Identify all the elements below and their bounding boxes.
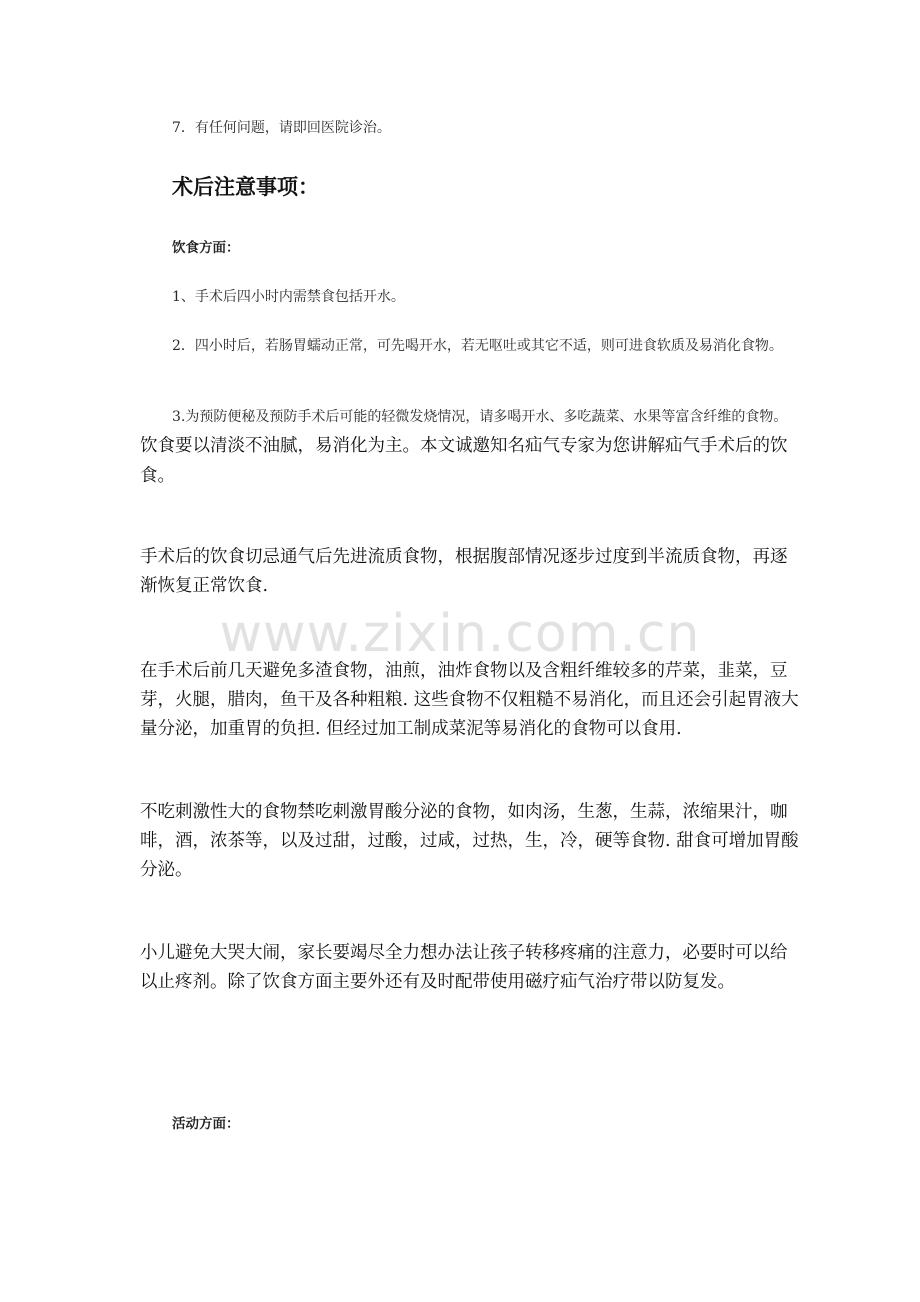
diet-heading: 饮食方面：	[172, 240, 240, 256]
list-item-7: 7．有任何问题，请即回医院诊治。	[172, 120, 391, 136]
paragraph-liquid-diet: 手术后的饮食切忌通气后先进流质食物，根据腹部情况逐步过度到半流质食物，再逐渐恢复正常饮食.	[140, 547, 788, 596]
watermark: www.zixin.com.cn	[219, 604, 701, 664]
diet-item-1: 1、手术后四小时内需禁食包括开水。	[172, 289, 405, 305]
activity-heading: 活动方面：	[172, 1116, 240, 1132]
diet-item-3-large-text: 饮食要以清淡不油腻，易消化为主。本文诚邀知名疝气专家为您讲解疝气手术后的饮食。	[140, 436, 788, 486]
section-title: 术后注意事项：	[172, 175, 319, 199]
paragraph-children: 小儿避免大哭大闹，家长要竭尽全力想办法让孩子转移疼痛的注意力，必要时可以给以止疼剂。除了饮食方面主要外还有及时配带使用磁疗疝气治疗带以防复发。	[140, 943, 788, 992]
paragraph-avoid-foods: 在手术后前几天避免多渣食物，油煎，油炸食物以及含粗纤维较多的芹菜，韭菜，豆芽，火腿，腊肉，鱼干及各种粗粮. 这些食物不仅粗糙不易消化，而且还会引起胃液大量分泌，加重胃的负担. 但经过加工制成菜泥等易消化的食物可以食用.	[140, 661, 799, 739]
diet-item-3-small-text: 3.为预防便秘及预防手术后可能的轻微发烧情况，请多喝开水、多吃蔬菜、水果等富含纤维的食物。	[172, 409, 788, 425]
diet-item-3	[140, 403, 800, 492]
paragraph-no-irritants: 不吃刺激性大的食物禁吃刺激胃酸分泌的食物，如肉汤，生葱，生蒜，浓缩果汁，咖啡，酒，浓茶等，以及过甜，过酸，过咸，过热，生，冷，硬等食物. 甜食可增加胃酸分泌。	[140, 802, 799, 880]
diet-item-2: 2．四小时后，若肠胃蠕动正常，可先喝开水，若无呕吐或其它不适，则可进食软质及易消化食物。	[172, 338, 783, 354]
